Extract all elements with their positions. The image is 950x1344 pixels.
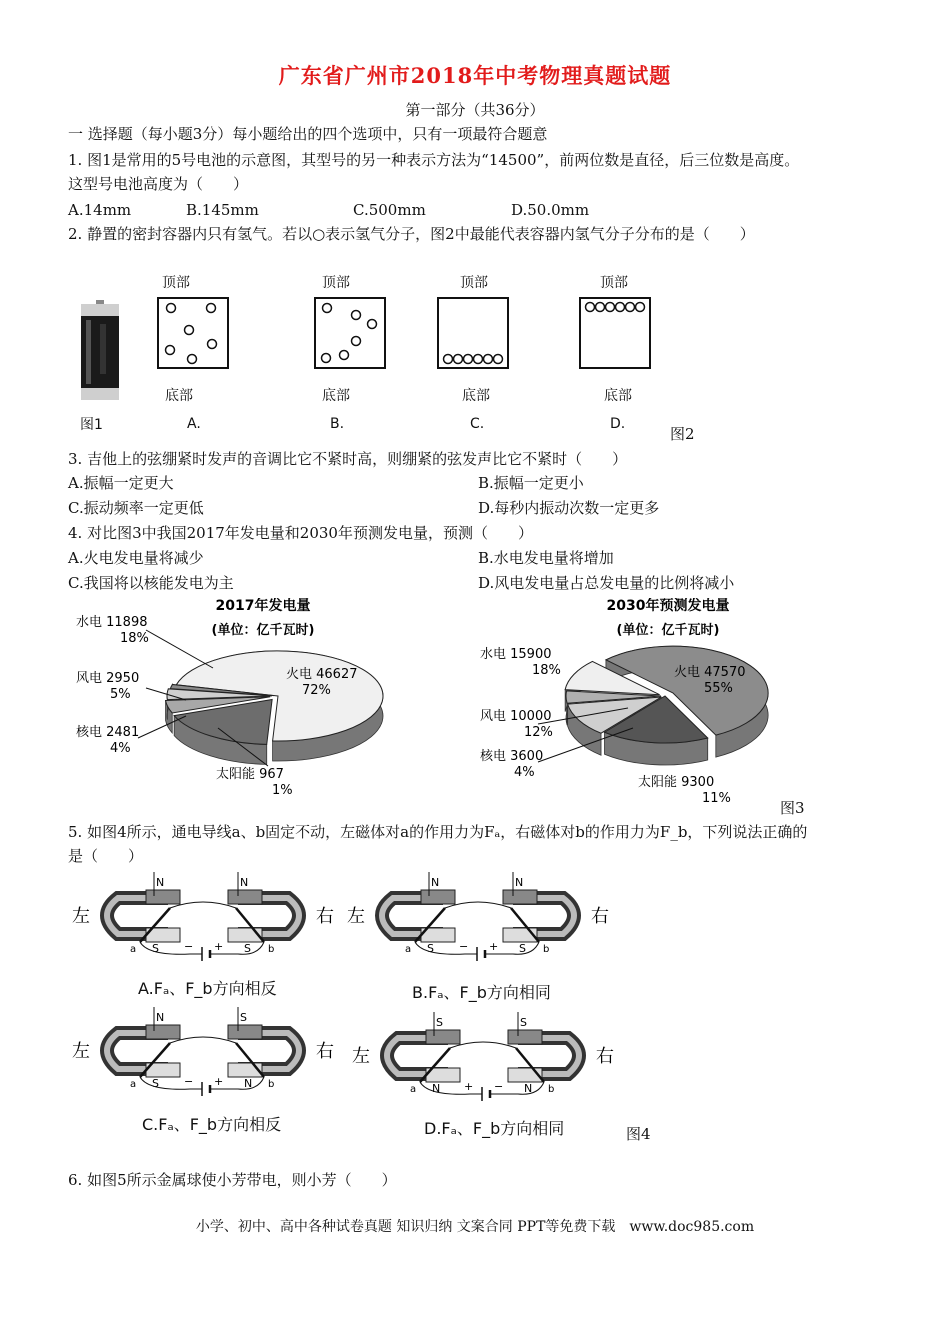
slice-label-核电: 核电 2481 (76, 725, 140, 740)
wire-a-label: a (130, 1079, 137, 1090)
left-top-pole-letter: S (436, 1016, 443, 1029)
box-d-top-label: 顶部 (600, 275, 628, 291)
q1-option-a: A.14mm (68, 201, 132, 219)
battery-sign-right: + (214, 940, 224, 953)
chart-title: 2017年发电量 (215, 598, 311, 614)
q5-caption-a: A.Fₐ、F_b方向相反 (138, 979, 277, 998)
battery-sign-left: − (184, 1075, 194, 1088)
slice-label-核电: 核电 3600 (480, 749, 544, 764)
pie-chart-2030 (480, 598, 768, 806)
page-footer: 小学、初中、高中各种试卷真题 知识归纳 文案合同 PPT等免费下载 www.doc985.com (195, 1219, 755, 1235)
magnet-setup-d (352, 1012, 614, 1101)
wire-a-label: a (130, 944, 137, 955)
battery-sign-right: + (489, 940, 499, 953)
battery-sign-right: − (494, 1080, 504, 1093)
battery-sign-left: − (459, 940, 469, 953)
box-b-top-label: 顶部 (322, 275, 350, 291)
battery-figure (78, 300, 122, 402)
q4-option-a: A.火电发电量将减少 (68, 549, 204, 567)
q1-option-c: C.500mm (353, 201, 426, 219)
container-c (437, 297, 509, 373)
slice-label-风电: 风电 2950 (76, 671, 140, 686)
wire-b-label: b (268, 944, 275, 955)
box-b-bottom-label: 底部 (322, 388, 350, 404)
q1-option-d: D.50.0mm (511, 201, 590, 219)
slice-label-火电: 火电 47570 (674, 665, 746, 680)
right-label: 右 (591, 906, 609, 927)
right-label: 右 (596, 1046, 614, 1067)
left-bottom-pole-letter: S (427, 942, 434, 955)
left-top-pole-letter: N (156, 1011, 165, 1024)
battery-sign-left: + (464, 1080, 474, 1093)
slice-percent-火电: 72% (302, 683, 331, 698)
right-top-pole-letter: S (520, 1016, 527, 1029)
left-top-pole (421, 890, 455, 904)
battery-sign-right: + (214, 1075, 224, 1088)
fig4-label: 图4 (626, 1125, 651, 1143)
left-label: 左 (352, 1046, 370, 1067)
q3-option-a: A.振幅一定更大 (68, 474, 174, 492)
q5-caption-c: C.Fₐ、F_b方向相反 (142, 1115, 282, 1134)
slice-percent-核电: 4% (110, 741, 131, 756)
magnet-setup-c (72, 1007, 334, 1096)
option-a-label: A. (187, 416, 201, 432)
wire-b-label: b (548, 1084, 555, 1095)
left-bottom-pole-letter: N (432, 1082, 441, 1095)
container-d (579, 297, 651, 373)
right-top-pole (503, 890, 537, 904)
wire-a-label: a (410, 1084, 417, 1095)
right-top-pole-letter: N (515, 876, 524, 889)
q5-caption-b: B.Fₐ、F_b方向相同 (412, 983, 551, 1002)
q1-text-line1: 1. 图1是常用的5号电池的示意图，其型号的另一种表示方法为“14500”，前两位数是直径，后三位数是高度。 (68, 151, 800, 169)
left-bottom-pole-letter: S (152, 942, 159, 955)
right-top-pole (228, 890, 262, 904)
left-label: 左 (347, 906, 365, 927)
slice-percent-火电: 55% (704, 681, 733, 696)
fig1-label: 图1 (80, 417, 103, 433)
slice-percent-太阳能: 11% (702, 791, 731, 806)
left-top-pole-letter: N (431, 876, 440, 889)
right-bottom-pole-letter: N (244, 1077, 253, 1090)
right-bottom-pole-letter: S (244, 942, 251, 955)
container-a (157, 297, 229, 373)
fig2-label: 图2 (670, 425, 695, 443)
section-heading: 一 选择题（每小题3分）每小题给出的四个选项中，只有一项最符合题意 (68, 125, 548, 143)
q5-text-line1: 5. 如图4所示，通电导线a、b固定不动，左磁体对a的作用力为Fₐ，右磁体对b的作用力为F_b，下列说法正确的 (68, 823, 808, 841)
box-d-bottom-label: 底部 (604, 388, 632, 404)
figure-4-magnets (68, 870, 668, 1150)
chart-subtitle: (单位：亿千瓦时) (616, 623, 720, 638)
left-top-pole (426, 1030, 460, 1044)
box-c-bottom-label: 底部 (462, 388, 490, 404)
slice-label-风电: 风电 10000 (480, 709, 552, 724)
q5-caption-d: D.Fₐ、F_b方向相同 (424, 1119, 565, 1138)
slice-label-水电: 水电 11898 (76, 615, 148, 630)
q5-text-line2: 是（ ） (68, 847, 144, 865)
q3-option-c: C.振动频率一定更低 (68, 499, 204, 517)
left-top-pole-letter: N (156, 876, 165, 889)
slice-label-太阳能: 太阳能 967 (216, 767, 284, 782)
option-b-label: B. (330, 416, 345, 432)
slice-label-火电: 火电 46627 (286, 667, 358, 682)
battery-sign-left: − (184, 940, 194, 953)
pie-chart-2017 (76, 598, 383, 798)
slice-percent-太阳能: 1% (272, 783, 293, 798)
q2-text: 2. 静置的密封容器内只有氢气。若以○表示氢气分子，图2中最能代表容器内氢气分子分布的是（ ） (68, 225, 755, 243)
q3-option-b: B.振幅一定更小 (478, 474, 584, 492)
magnet-setup-b (347, 872, 609, 961)
part-heading: 第一部分（共36分） (405, 101, 545, 119)
slice-percent-水电: 18% (532, 663, 561, 678)
right-label: 右 (316, 1041, 334, 1062)
wire-a-label: a (405, 944, 412, 955)
slice-percent-水电: 18% (120, 631, 149, 646)
q3-option-d: D.每秒内振动次数一定更多 (478, 499, 660, 517)
slice-label-太阳能: 太阳能 9300 (638, 775, 715, 790)
q3-text: 3. 吉他上的弦绷紧时发声的音调比它不紧时高，则绷紧的弦发声比它不紧时（ ） (68, 450, 628, 468)
left-label: 左 (72, 1041, 90, 1062)
chart-subtitle: (单位：亿千瓦时) (211, 623, 315, 638)
right-top-pole-letter: N (240, 876, 249, 889)
left-label: 左 (72, 906, 90, 927)
left-top-pole (146, 1025, 180, 1039)
page-title: 广东省广州市2018年中考物理真题试题 (278, 63, 672, 88)
right-top-pole (508, 1030, 542, 1044)
wire-b-label: b (268, 1079, 275, 1090)
slice-label-水电: 水电 15900 (480, 647, 552, 662)
right-label: 右 (316, 906, 334, 927)
left-bottom-pole-letter: S (152, 1077, 159, 1090)
q1-option-b: B.145mm (186, 201, 259, 219)
q4-option-b: B.水电发电量将增加 (478, 549, 614, 567)
slice-percent-核电: 4% (514, 765, 535, 780)
option-c-label: C. (470, 416, 485, 432)
right-bottom-pole-letter: S (519, 942, 526, 955)
slice-percent-风电: 5% (110, 687, 131, 702)
q4-text: 4. 对比图3中我国2017年发电量和2030年预测发电量，预测（ ） (68, 524, 533, 542)
slice-percent-风电: 12% (524, 725, 553, 740)
q4-option-d: D.风电发电量占总发电量的比例将减小 (478, 574, 735, 592)
q1-text-line2: 这型号电池高度为（ ） (68, 175, 249, 193)
container-b (314, 297, 386, 373)
q6-text: 6. 如图5所示金属球使小芳带电，则小芳（ ） (68, 1171, 397, 1189)
wire-b-label: b (543, 944, 550, 955)
fig3-label: 图3 (780, 799, 805, 817)
right-top-pole-letter: S (240, 1011, 247, 1024)
box-c-top-label: 顶部 (460, 275, 488, 291)
chart-title: 2030年预测发电量 (606, 598, 730, 614)
box-a-top-label: 顶部 (162, 275, 190, 291)
left-top-pole (146, 890, 180, 904)
figure-3-charts (68, 598, 788, 810)
option-d-label: D. (610, 416, 626, 432)
right-bottom-pole-letter: N (524, 1082, 533, 1095)
box-a-bottom-label: 底部 (165, 388, 193, 404)
right-top-pole (228, 1025, 262, 1039)
q4-option-c: C.我国将以核能发电为主 (68, 574, 234, 592)
magnet-setup-a (72, 872, 334, 961)
